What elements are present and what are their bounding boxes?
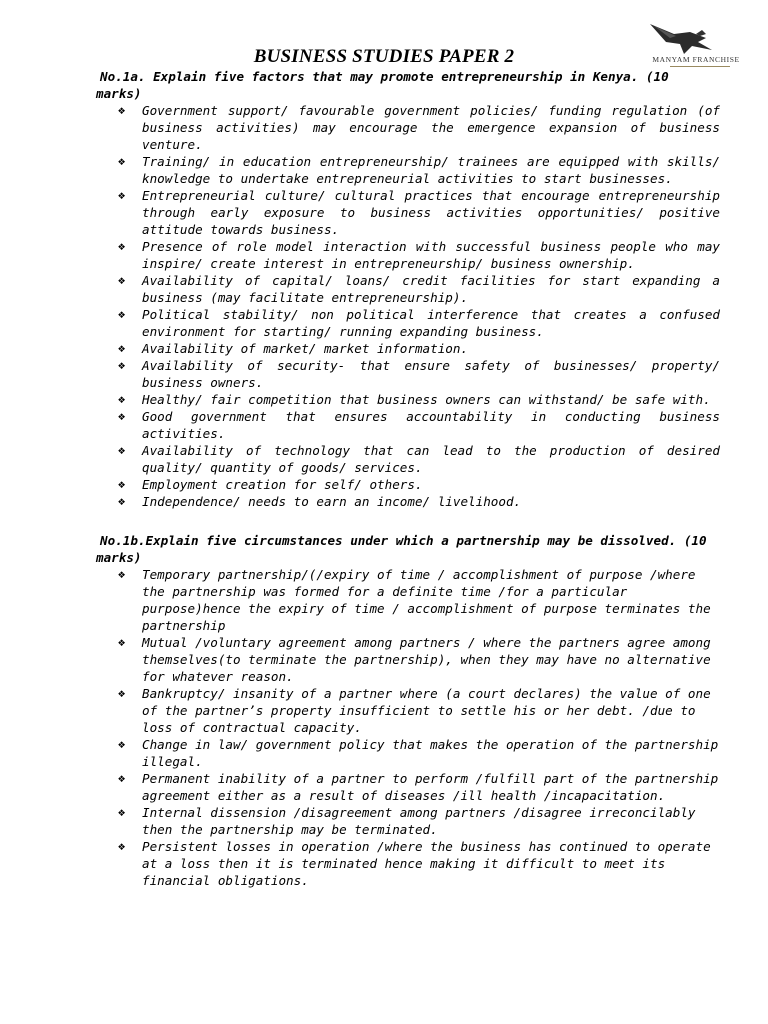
list-item	[96, 272, 720, 306]
diamond-bullet-icon: ❖	[118, 154, 126, 168]
answer-text: Good government that ensures accountability in conducting business activities.	[142, 409, 720, 441]
page-title: BUSINESS STUDIES PAPER 2	[253, 46, 515, 67]
logo-underline	[670, 66, 730, 67]
list-item	[96, 153, 720, 187]
answer-text: Employment creation for self/ others.	[142, 477, 423, 492]
logo-text: MANYAM FRANCHISE	[652, 55, 740, 64]
diamond-bullet-icon: ❖	[118, 307, 126, 321]
list-item	[96, 493, 720, 510]
diamond-bullet-icon: ❖	[118, 686, 126, 700]
list-item	[96, 408, 720, 442]
list-item	[96, 102, 720, 153]
answer-text: Presence of role model interaction with successful business people who may inspire/ create interest in entrepreneurship/ business ownership.	[142, 239, 720, 271]
diamond-bullet-icon: ❖	[118, 273, 126, 287]
diamond-bullet-icon: ❖	[118, 635, 126, 649]
answer-text: Internal dissension /disagreement among partners /disagree irreconcilably then the partnership may be terminated.	[142, 805, 696, 837]
answer-text: Change in law/ government policy that makes the operation of the partnership illegal.	[142, 737, 719, 769]
diamond-bullet-icon: ❖	[118, 567, 126, 581]
diamond-bullet-icon: ❖	[118, 239, 126, 253]
list-item	[96, 566, 720, 634]
diamond-bullet-icon: ❖	[118, 443, 126, 457]
diamond-bullet-icon: ❖	[118, 188, 126, 202]
list-item	[96, 736, 720, 770]
diamond-bullet-icon: ❖	[118, 477, 126, 491]
list-item	[96, 685, 720, 736]
list-item	[96, 187, 720, 238]
answer-text: Availability of market/ market information.	[142, 341, 469, 356]
diamond-bullet-icon: ❖	[118, 103, 126, 117]
diamond-bullet-icon: ❖	[118, 737, 126, 751]
eagle-logo-icon	[640, 20, 752, 60]
list-item	[96, 442, 720, 476]
answer-list-1a	[96, 102, 720, 510]
list-item	[96, 357, 720, 391]
logo	[640, 20, 752, 70]
content	[96, 68, 720, 889]
question-1a: No.1a. Explain five factors that may promote entrepreneurship in Kenya. (10 marks)	[96, 69, 669, 101]
answer-text: Mutual /voluntary agreement among partners / where the partners agree among themselves(to terminate the partnership), when they may have no alternative for whatever reason.	[142, 635, 711, 684]
question-1b: No.1b.Explain five circumstances under which a partnership may be dissolved. (10 marks)	[96, 533, 707, 565]
answer-text: Temporary partnership/(/expiry of time / accomplishment of purpose /where the partnership was formed for a definite time /for a particular purpose)hence the expiry of time / accomplishment of purpose terminates the partnership	[142, 567, 711, 633]
list-item	[96, 634, 720, 685]
answer-text: Availability of capital/ loans/ credit facilities for start expanding a business (may facilitate entrepreneurship).	[142, 273, 720, 305]
diamond-bullet-icon: ❖	[118, 494, 126, 508]
diamond-bullet-icon: ❖	[118, 358, 126, 372]
answer-text: Availability of technology that can lead to the production of desired quality/ quantity of goods/ services.	[142, 443, 720, 475]
list-item	[96, 391, 720, 408]
list-item	[96, 770, 720, 804]
answer-text: Availability of security- that ensure safety of businesses/ property/ business owners.	[142, 358, 720, 390]
answer-text: Persistent losses in operation /where the business has continued to operate at a loss then it is terminated hence making it difficult to meet its financial obligations.	[142, 839, 711, 888]
answer-text: Government support/ favourable government policies/ funding regulation (of business activities) may encourage the emergence expansion of business venture.	[142, 103, 720, 152]
diamond-bullet-icon: ❖	[118, 409, 126, 423]
answer-text: Healthy/ fair competition that business owners can withstand/ be safe with.	[142, 392, 711, 407]
answer-text: Permanent inability of a partner to perform /fulfill part of the partnership agreement either as a result of diseases /ill health /incapacitation.	[142, 771, 719, 803]
diamond-bullet-icon: ❖	[118, 805, 126, 819]
answer-text: Independence/ needs to earn an income/ livelihood.	[142, 494, 522, 509]
answer-text: Political stability/ non political interference that creates a confused environment for starting/ running expanding business.	[142, 307, 720, 339]
list-item	[96, 306, 720, 340]
diamond-bullet-icon: ❖	[118, 392, 126, 406]
diamond-bullet-icon: ❖	[118, 341, 126, 355]
list-item	[96, 838, 720, 889]
list-item	[96, 340, 720, 357]
diamond-bullet-icon: ❖	[118, 839, 126, 853]
list-item	[96, 238, 720, 272]
answer-text: Entrepreneurial culture/ cultural practices that encourage entrepreneurship through early exposure to business activities opportunities/ positive attitude towards business.	[142, 188, 720, 237]
list-item	[96, 476, 720, 493]
answer-list-1b	[96, 566, 720, 889]
list-item	[96, 804, 720, 838]
answer-text: Bankruptcy/ insanity of a partner where (a court declares) the value of one of the partner’s property insufficient to settle his or her debt. /due to loss of contractual capacity.	[142, 686, 711, 735]
answer-text: Training/ in education entrepreneurship/ trainees are equipped with skills/ knowledge to undertake entrepreneurial activities to start businesses.	[142, 154, 720, 186]
diamond-bullet-icon: ❖	[118, 771, 126, 785]
